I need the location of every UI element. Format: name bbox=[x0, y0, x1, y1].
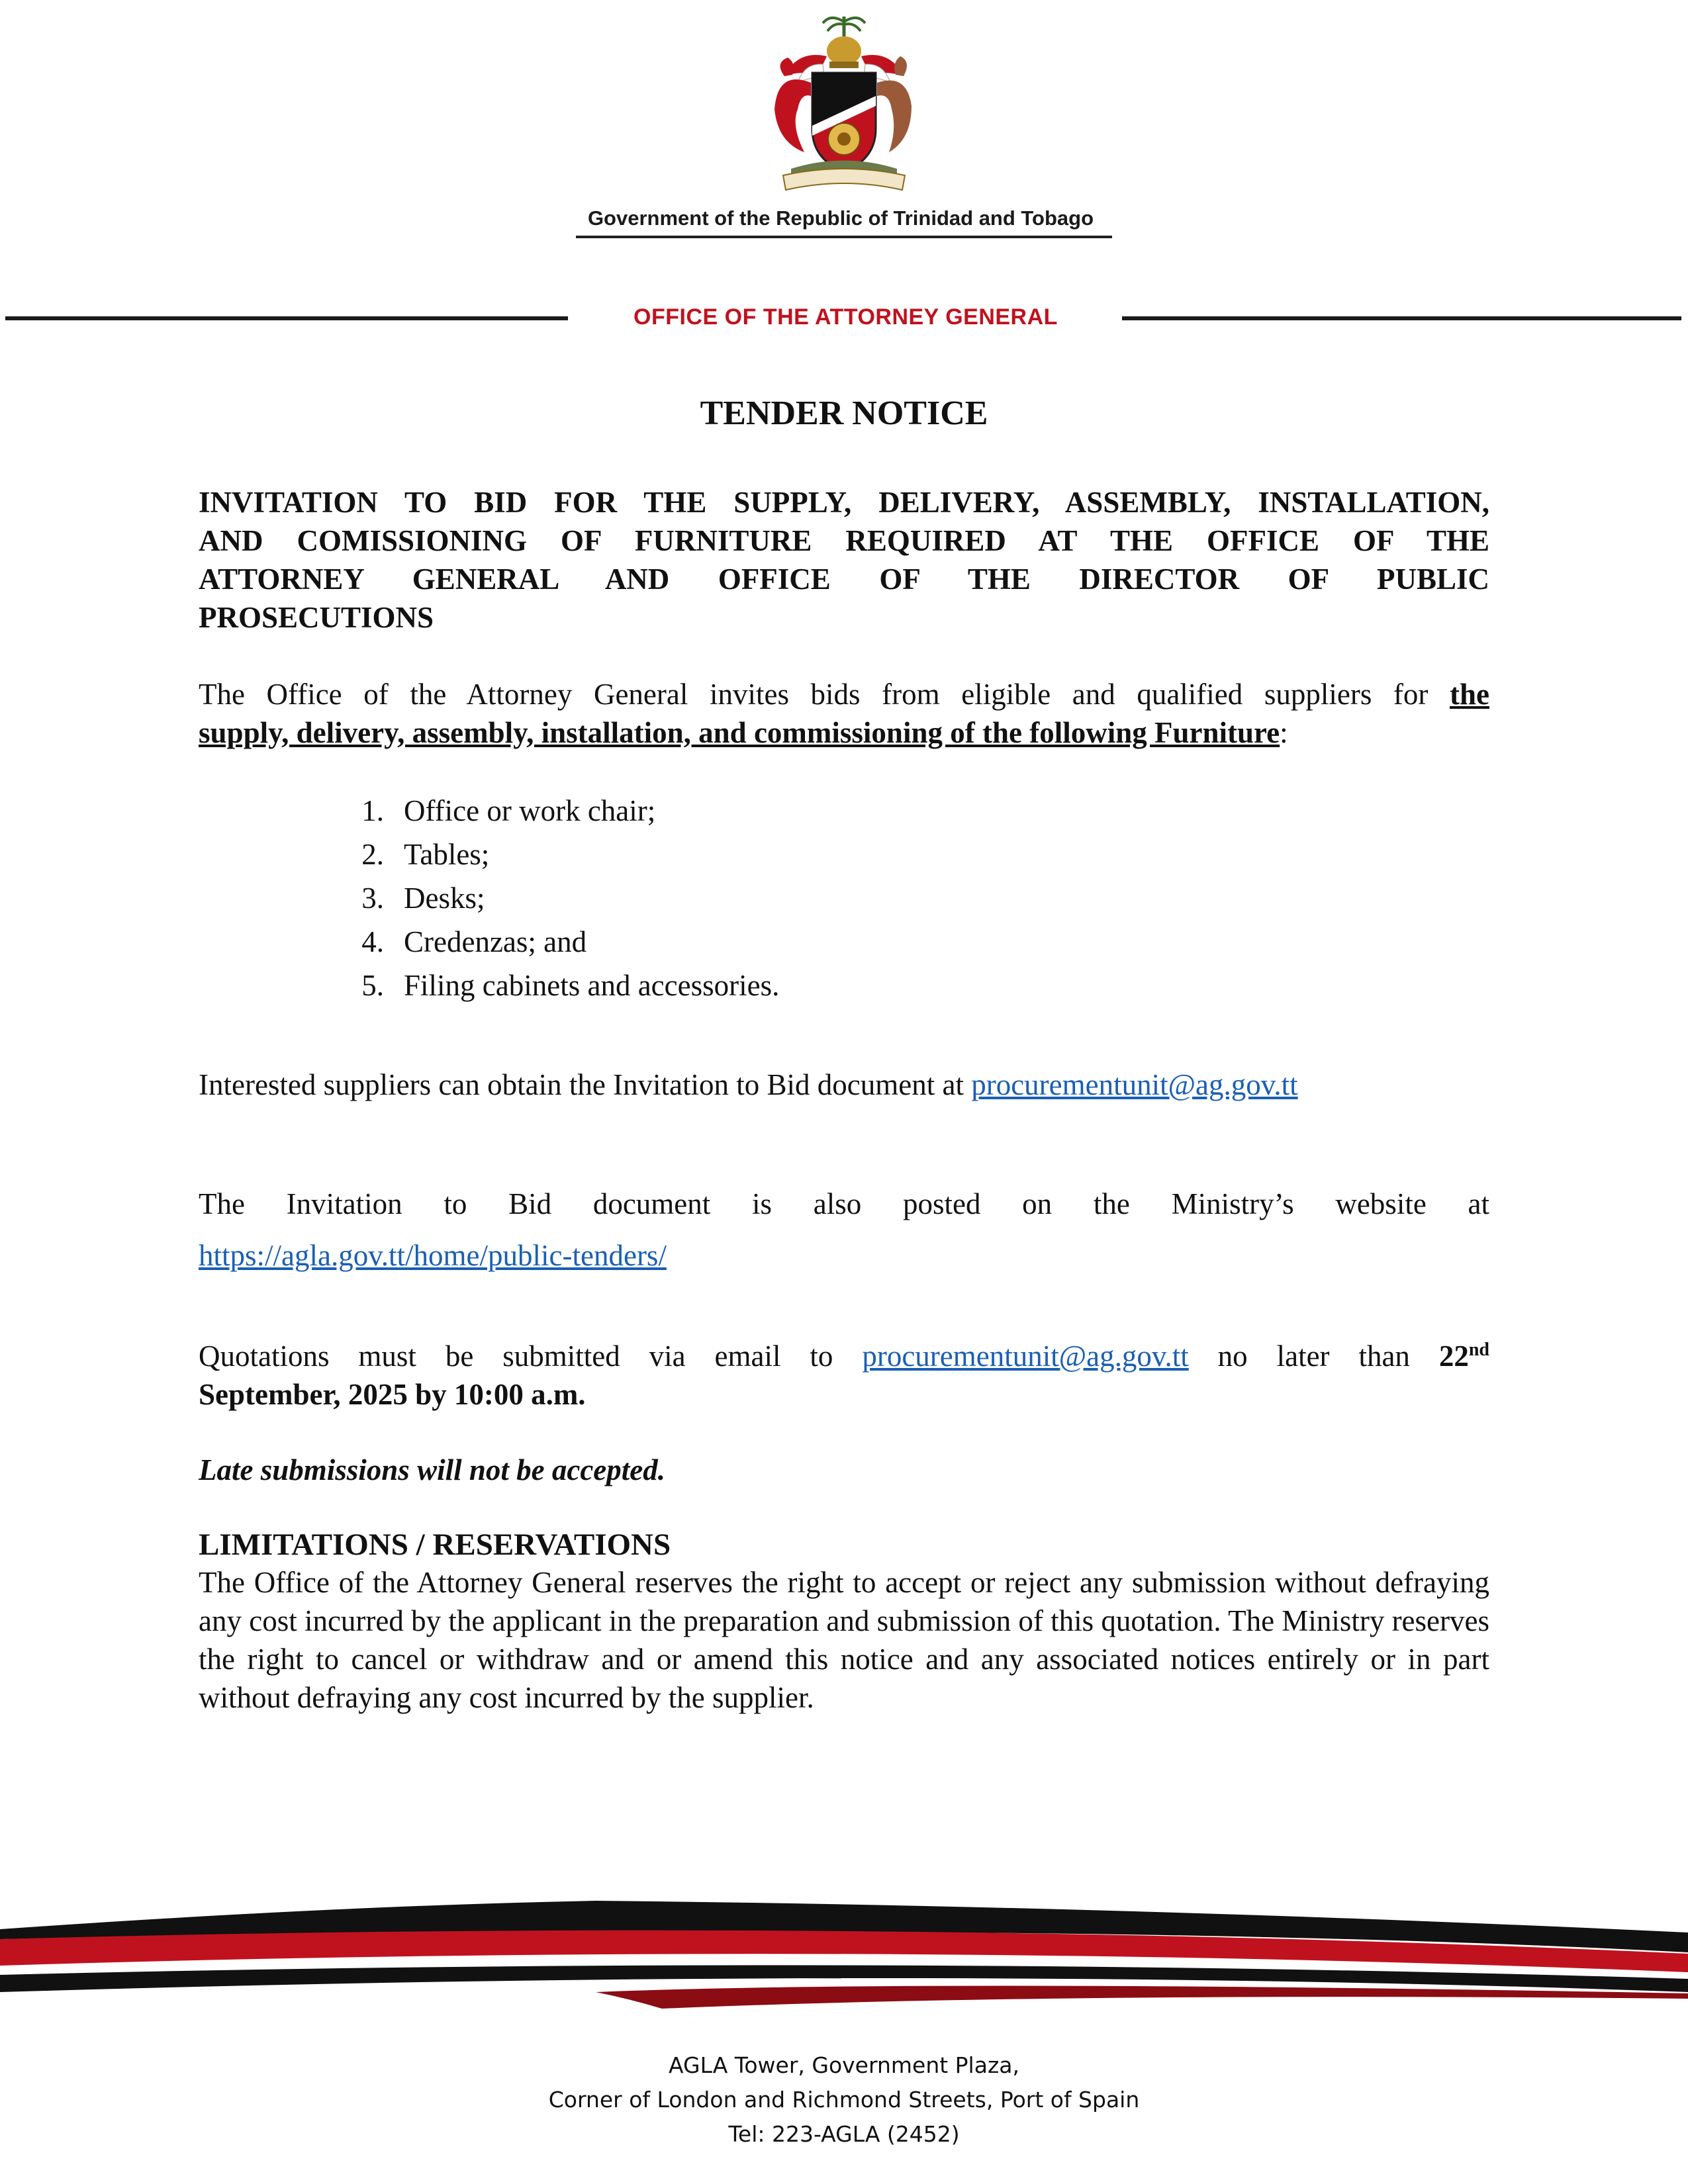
list-item-text: Office or work chair; bbox=[404, 794, 656, 827]
list-item-number: 3. bbox=[361, 882, 384, 915]
deadline-text: September, 2025 by 10:00 a.m. bbox=[199, 1378, 586, 1411]
header-rule-right bbox=[1122, 316, 1681, 320]
website-paragraph bbox=[199, 1236, 1489, 1275]
footer-line: Tel: 223-AGLA (2452) bbox=[728, 2121, 960, 2147]
email-link[interactable]: procurementunit@ag.gov.tt bbox=[862, 1340, 1189, 1373]
header-rule-left bbox=[5, 316, 568, 320]
government-underline bbox=[576, 236, 1112, 238]
list-item-text: Filing cabinets and accessories. bbox=[404, 969, 780, 1002]
list-item-text: Tables; bbox=[404, 838, 490, 871]
deadline-suffix: nd bbox=[1468, 1340, 1489, 1360]
quotations-paragraph bbox=[199, 1337, 1489, 1414]
intro-paragraph bbox=[199, 675, 1489, 752]
government-name: Government of the Republic of Trinidad and Tobago bbox=[587, 206, 1094, 230]
bid-heading bbox=[199, 483, 1489, 637]
list-item bbox=[338, 876, 779, 920]
footer-address bbox=[0, 2048, 1688, 2152]
bid-heading-line: PROSECUTIONS bbox=[199, 601, 434, 634]
intro-emphasis: the bbox=[1450, 678, 1489, 711]
list-item-number: 5. bbox=[361, 969, 384, 1002]
bid-heading-line: ATTORNEY GENERAL AND OFFICE OF THE DIRECTOR OF PUBLIC bbox=[199, 563, 1489, 596]
list-item bbox=[338, 789, 779, 833]
website-link[interactable]: https://agla.gov.tt/home/public-tenders/ bbox=[199, 1239, 667, 1272]
bid-heading-line: AND COMISSIONING OF FURNITURE REQUIRED AT THE OFFICE OF THE bbox=[199, 524, 1489, 557]
intro-text: The Office of the Attorney General invites bids from eligible and qualified suppliers for bbox=[199, 678, 1429, 711]
office-title: OFFICE OF THE ATTORNEY GENERAL bbox=[633, 304, 1058, 330]
list-item-number: 1. bbox=[361, 794, 384, 827]
intro-colon: : bbox=[1280, 716, 1288, 749]
footer-line: AGLA Tower, Government Plaza, bbox=[669, 2052, 1019, 2078]
page-title: TENDER NOTICE bbox=[700, 394, 988, 432]
footer-line: Corner of London and Richmond Streets, Port of Spain bbox=[548, 2087, 1140, 2113]
furniture-list bbox=[338, 789, 779, 1007]
list-item-number: 2. bbox=[361, 838, 384, 871]
quotes-text: no later than bbox=[1217, 1340, 1410, 1373]
bid-heading-line: INVITATION TO BID FOR THE SUPPLY, DELIVERY, ASSEMBLY, INSTALLATION, bbox=[199, 486, 1489, 519]
list-item-text: Desks; bbox=[404, 882, 485, 915]
late-submission-note: Late submissions will not be accepted. bbox=[199, 1453, 665, 1486]
list-item-text: Credenzas; and bbox=[404, 925, 587, 958]
posted-text: The Invitation to Bid document is also posted on the Ministry’s website at bbox=[199, 1187, 1489, 1220]
list-item bbox=[338, 964, 779, 1007]
intro-emphasis: supply, delivery, assembly, installation, and commissioning of the following Furniture bbox=[199, 716, 1280, 749]
quotes-text: Quotations must be submitted via email to bbox=[199, 1340, 833, 1373]
coat-of-arms-icon bbox=[738, 10, 950, 202]
footer-swoosh-icon bbox=[0, 1893, 1688, 2012]
list-item bbox=[338, 833, 779, 876]
list-item bbox=[338, 920, 779, 964]
obtain-text: Interested suppliers can obtain the Invitation to Bid document at bbox=[199, 1068, 964, 1101]
obtain-paragraph bbox=[199, 1066, 1489, 1104]
list-item-number: 4. bbox=[361, 925, 384, 958]
limitations-body: The Office of the Attorney General reserves the right to accept or reject any submission without defraying any cost incurred by the applicant in the preparation and submission of this quotation. The Ministry reserves the right to cancel or withdraw and or amend this notice and any associated notices entirely or in part without defraying any cost incurred by the supplier. bbox=[199, 1566, 1489, 1714]
limitations-heading: LIMITATIONS / RESERVATIONS bbox=[199, 1527, 671, 1562]
email-link[interactable]: procurementunit@ag.gov.tt bbox=[971, 1068, 1298, 1101]
deadline-day: 22 bbox=[1438, 1340, 1469, 1373]
